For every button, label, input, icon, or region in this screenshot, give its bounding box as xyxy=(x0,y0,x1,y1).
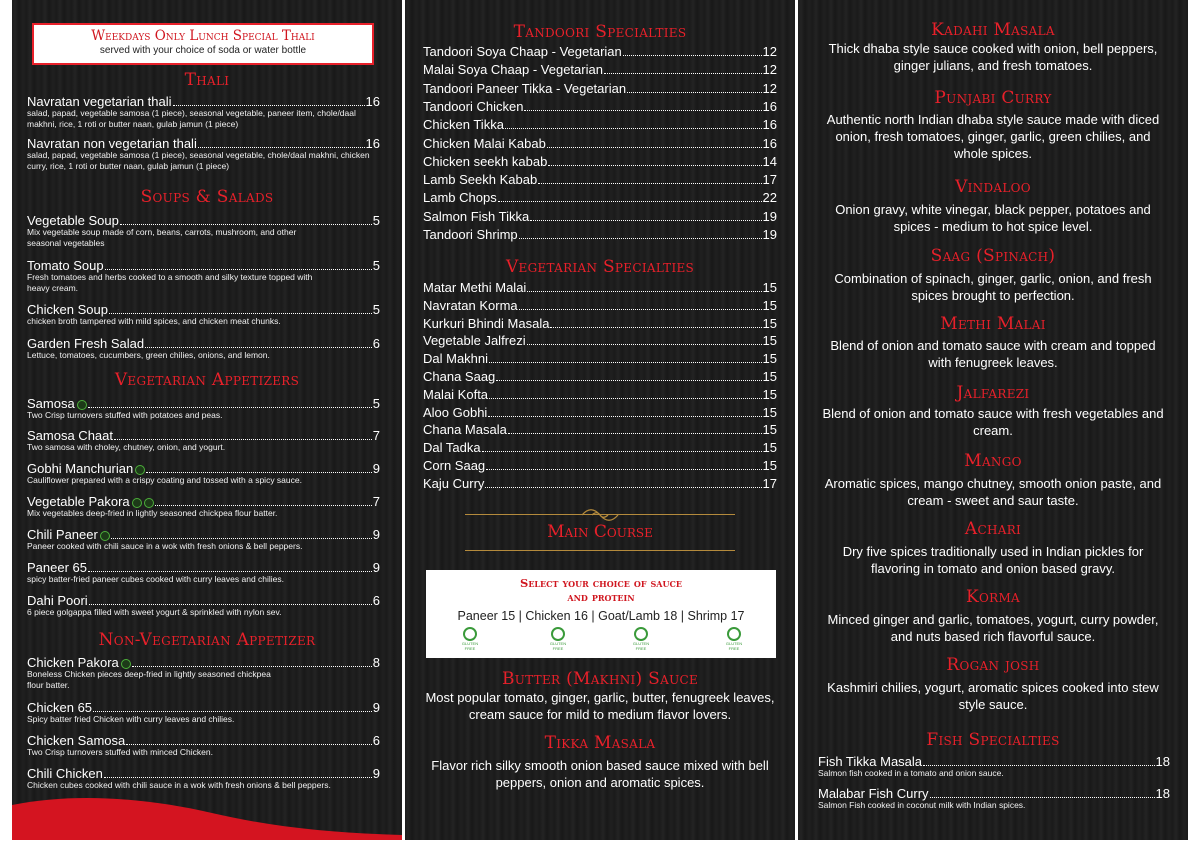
menu-panel-right xyxy=(798,0,1188,840)
item-description: spicy batter-fried paneer cubes cooked with curry leaves and chilies. xyxy=(27,574,285,584)
red-wave-decoration xyxy=(12,795,402,840)
gluten-free-icon xyxy=(121,659,131,669)
heading-veg-appetizers: Vegetarian Appetizers xyxy=(114,370,300,390)
item-description: Chicken cubes cooked with chili sauce in a wok with fresh onions & bell peppers. xyxy=(27,780,331,790)
heading-sauce: Rogan josh xyxy=(946,655,1040,675)
menu-item: Chicken seekh kabab 14 xyxy=(423,153,777,169)
item-description: salad, papad, vegetable samosa (1 piece), seasonal vegetable, chole/daal makhni, chicken curry, rice, 1 roti or butter naan, gulab jamun (1 piece) xyxy=(27,150,370,171)
sauce-description: Thick dhaba style sauce cooked with onion, bell peppers, ginger julians, and fresh tomatoes. xyxy=(828,41,1158,73)
menu-item: Dal Makhni 15 xyxy=(423,351,777,367)
heading-sauce: Methi Malai xyxy=(940,314,1046,334)
menu-item: Chicken 65 9 xyxy=(27,700,380,715)
lunch-special-box xyxy=(32,23,374,65)
sauce-description: Onion gravy, white vinegar, black pepper, potatoes and spices - medium to hot spice level. xyxy=(835,202,1151,234)
choice-title: Select your choice of sauce and protein xyxy=(520,576,682,604)
menu-item: Tomato Soup 5 xyxy=(27,258,380,273)
menu-item: Lamb Seekh Kabab 17 xyxy=(423,172,777,188)
protein-choice-box xyxy=(426,570,776,658)
menu-item: Fish Tikka Masala 18 xyxy=(818,754,1170,769)
item-description: Salmon Fish cooked in coconut milk with Indian spices. xyxy=(818,800,1026,810)
menu-item: Chicken Malai Kabab 16 xyxy=(423,135,777,151)
item-description: Mix vegetables deep-fried in lightly seasoned chickpea flour batter. xyxy=(27,508,278,518)
main-course-title: Main Course xyxy=(547,522,653,542)
menu-item: Kurkuri Bhindi Masala 15 xyxy=(423,315,777,331)
protein-prices: Paneer 15 | Chicken 16 | Goat/Lamb 18 | Shrimp 17 xyxy=(457,609,745,623)
menu-panel-left xyxy=(12,0,402,840)
heading-nonveg-appetizers: Non-Vegetarian Appetizer xyxy=(98,630,316,650)
heading-thali: Thali xyxy=(184,70,230,90)
sauce-description: Blend of onion and tomato sauce with fresh vegetables and cream. xyxy=(822,406,1164,438)
menu-item: Malai Soya Chaap - Vegetarian 12 xyxy=(423,62,777,78)
menu-item: Aloo Gobhi 15 xyxy=(423,404,777,420)
heading-sauce: Vindaloo xyxy=(955,177,1031,197)
menu-item: Kaju Curry 17 xyxy=(423,475,777,491)
gluten-free-icon xyxy=(144,498,154,508)
heading-sauce: Achari xyxy=(964,519,1022,539)
menu-item: Chana Masala 15 xyxy=(423,422,777,438)
menu-panel-middle xyxy=(405,0,795,840)
menu-item: Vegetable Jalfrezi 15 xyxy=(423,333,777,349)
menu-item: Tandoori Soya Chaap - Vegetarian 12 xyxy=(423,44,777,59)
sauce-description: Dry five spices traditionally used in Indian pickles for flavoring in tomato and onion based gravy. xyxy=(842,544,1144,576)
heading-sauce: Kadahi Masala xyxy=(931,20,1055,40)
heading-sauce: Butter (Makhni) Sauce xyxy=(501,669,699,689)
menu-item: Tandoori Shrimp 19 xyxy=(423,227,777,242)
menu-item: Corn Saag 15 xyxy=(423,458,777,473)
menu-item: Tandoori Paneer Tikka - Vegetarian 12 xyxy=(423,80,777,96)
heading-veg-specialties: Vegetarian Specialties xyxy=(505,257,695,277)
heading-sauce: Korma xyxy=(965,587,1021,607)
sauce-description: Authentic north Indian dhaba style sauce made with diced onion, fresh tomatoes, ginger, garlic, green chilies, and whole spices. xyxy=(826,112,1160,161)
menu-item: Navratan non vegetarian thali 16 xyxy=(27,136,380,151)
menu-item: Chili Chicken 9 xyxy=(27,766,380,781)
gluten-free-icon: GLUTEN FREE xyxy=(548,627,568,653)
menu-item: Vegetable Soup 5 xyxy=(27,213,380,228)
menu-item: Chicken Tikka 16 xyxy=(423,117,777,133)
item-description: Salmon fish cooked in a tomato and onion sauce. xyxy=(818,768,1004,778)
menu-item: Navratan vegetarian thali 16 xyxy=(27,94,380,109)
menu-item: Samosa 5 xyxy=(27,396,380,411)
sauce-description: Combination of spinach, ginger, garlic, onion, and fresh spices brought to perfection. xyxy=(834,271,1152,303)
menu-item: Navratan Korma 15 xyxy=(423,297,777,313)
main-course-banner xyxy=(465,512,735,556)
heading-sauce: Punjabi Curry xyxy=(934,88,1052,108)
item-description: Boneless Chicken pieces deep-fried in lightly seasoned chickpea flour batter. xyxy=(27,669,271,690)
gluten-free-icon: GLUTEN FREE xyxy=(460,627,480,653)
item-description: Spicy batter fried Chicken with curry leaves and chilies. xyxy=(27,714,235,724)
menu-item: Lamb Chops 22 xyxy=(423,190,777,206)
item-description: Two samosa with choley, chutney, onion, and yogurt. xyxy=(27,442,226,452)
menu-item: Chili Paneer 9 xyxy=(27,527,380,542)
item-description: Cauliflower prepared with a crispy coating and tossed with a spicy sauce. xyxy=(27,475,302,485)
menu-item: Chicken Pakora 8 xyxy=(27,655,380,670)
ornament-icon xyxy=(580,508,620,522)
heading-sauce: Mango xyxy=(964,451,1022,471)
sauce-description: Blend of onion and tomato sauce with cream and topped with fenugreek leaves. xyxy=(830,338,1156,370)
item-description: chicken broth tampered with mild spices, and chicken meat chunks. xyxy=(27,316,281,326)
lunch-special-title: Weekdays Only Lunch Special Thali xyxy=(91,28,315,44)
vegan-icon xyxy=(100,531,110,541)
item-description: Fresh tomatoes and herbs cooked to a smooth and silky texture topped with heavy cream. xyxy=(27,272,313,293)
item-description: Two Crisp turnovers stuffed with potatoes and peas. xyxy=(27,410,223,420)
item-description: Lettuce, tomatoes, cucumbers, green chilies, onions, and lemon. xyxy=(27,350,270,360)
menu-item: Salmon Fish Tikka 19 xyxy=(423,208,777,224)
gluten-free-icon: GLUTEN FREE xyxy=(631,627,651,653)
heading-sauce: Tikka Masala xyxy=(544,733,656,753)
menu-item: Chana Saag 15 xyxy=(423,369,777,384)
heading-sauce: Saag (Spinach) xyxy=(930,246,1056,266)
menu-item: Dahi Poori 6 xyxy=(27,593,380,608)
menu-item: Dal Tadka 15 xyxy=(423,440,777,456)
vegan-icon xyxy=(132,498,142,508)
item-description: Paneer cooked with chili sauce in a wok with fresh onions & bell peppers. xyxy=(27,541,303,551)
menu-item: Malabar Fish Curry 18 xyxy=(818,786,1170,801)
sauce-description: Kashmiri chilies, yogurt, aromatic spices cooked into stew style sauce. xyxy=(827,680,1159,712)
heading-soups: Soups & Salads xyxy=(140,187,274,207)
menu-item: Paneer 65 9 xyxy=(27,560,380,575)
sauce-description: Aromatic spices, mango chutney, smooth onion paste, and cream - sweet and saur taste. xyxy=(824,476,1162,508)
vegan-icon xyxy=(77,400,87,410)
gluten-free-icon: GLUTEN FREE xyxy=(724,627,744,653)
sauce-description: Flavor rich silky smooth onion based sauce mixed with bell peppers, onion and aromatic spices. xyxy=(431,758,769,790)
sauce-description: Minced ginger and garlic, tomatoes, yogurt, curry powder, and nuts based rich flavorful sauce. xyxy=(827,612,1159,644)
menu-item: Tandoori Chicken 16 xyxy=(423,98,777,114)
sauce-description: Most popular tomato, ginger, garlic, butter, fenugreek leaves, cream sauce for mild to medium flavor lovers. xyxy=(425,690,775,722)
vegan-icon xyxy=(135,465,145,475)
item-description: salad, papad, vegetable samosa (1 piece), seasonal vegetable, paneer item, chole/daal makhni, rice, 1 roti or butter naan, gulab jamun (1 piece) xyxy=(27,108,356,129)
item-description: Mix vegetable soup made of corn, beans, carrots, mushroom, and other seasonal vegetables xyxy=(27,227,297,248)
menu-item: Garden Fresh Salad 6 xyxy=(27,336,380,351)
lunch-special-subtitle: served with your choice of soda or water bottle xyxy=(99,45,307,56)
menu-item: Vegetable Pakora 7 xyxy=(27,494,380,509)
menu-item: Chicken Samosa 6 xyxy=(27,733,380,748)
heading-tandoori: Tandoori Specialties xyxy=(513,22,687,42)
menu-item: Samosa Chaat 7 xyxy=(27,428,380,443)
menu-item: Matar Methi Malai 15 xyxy=(423,280,777,295)
menu-item: Gobhi Manchurian 9 xyxy=(27,461,380,476)
menu-item: Malai Kofta 15 xyxy=(423,386,777,402)
heading-fish: Fish Specialties xyxy=(926,730,1060,750)
item-description: Two Crisp turnovers stuffed with minced Chicken. xyxy=(27,747,213,757)
menu-item: Chicken Soup 5 xyxy=(27,302,380,317)
item-description: 6 piece golgappa filled with sweet yogurt & sprinkled with nylon sev. xyxy=(27,607,282,617)
heading-sauce: Jalfarezi xyxy=(956,383,1030,403)
